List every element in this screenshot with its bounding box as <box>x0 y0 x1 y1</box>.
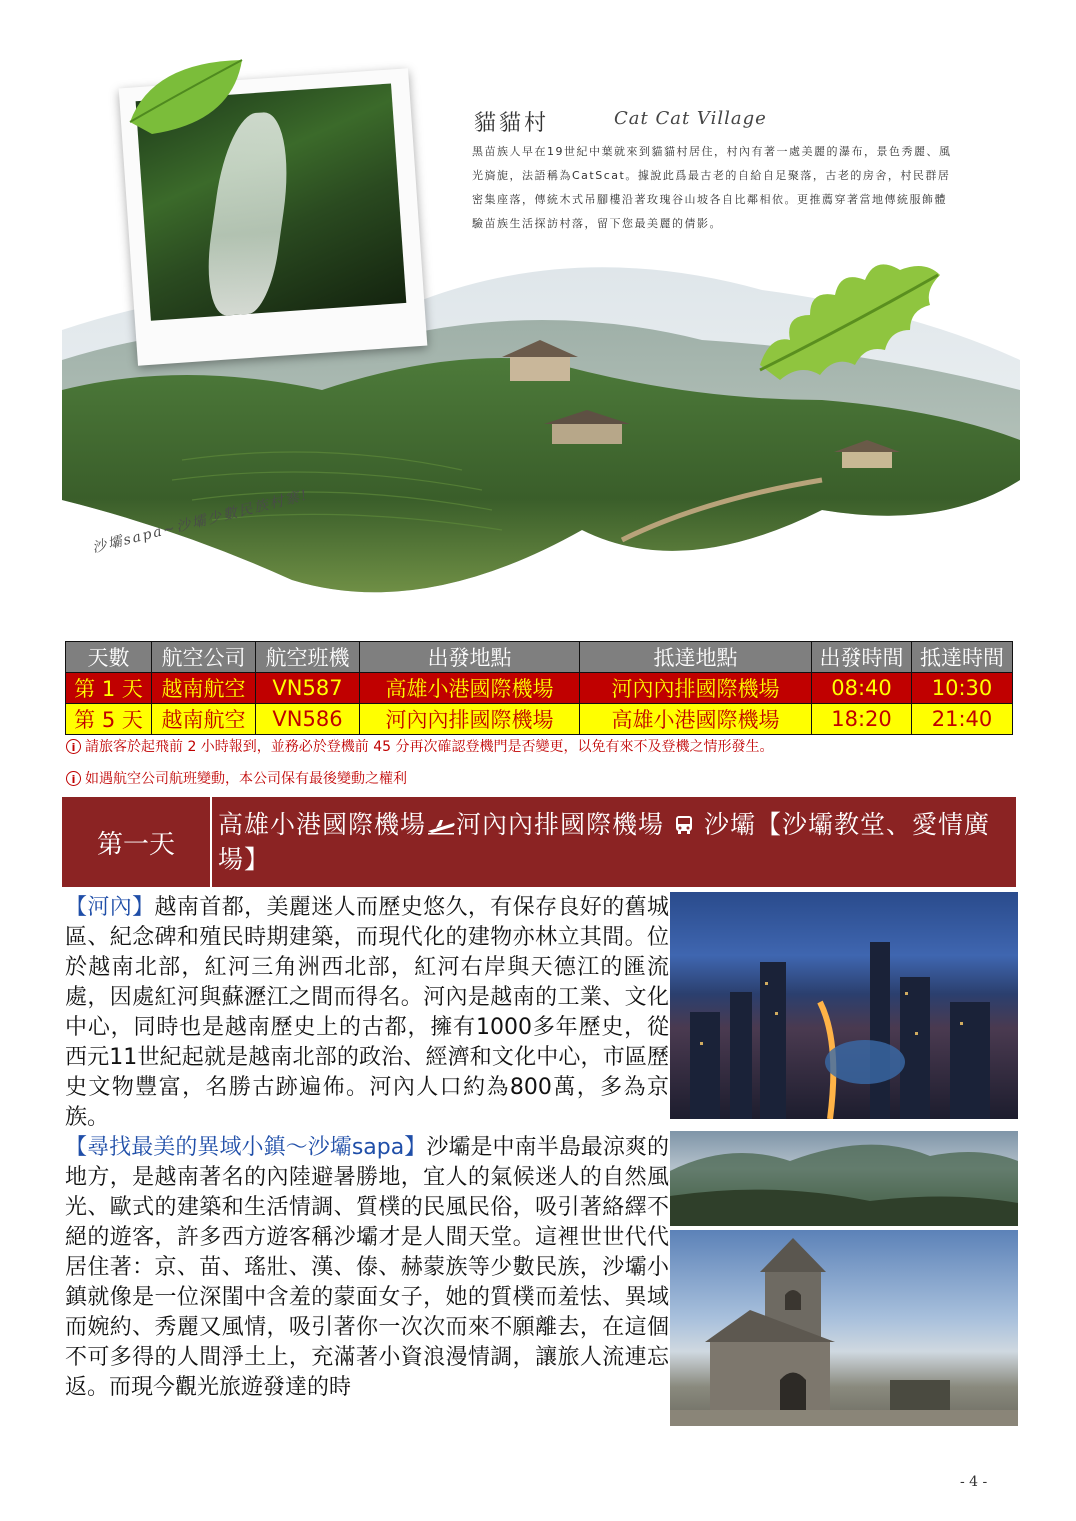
day-label: 第一天 <box>62 797 212 887</box>
hanoi-tag: 【河內】 <box>65 895 155 920</box>
table-cell: 第 1 天 <box>66 673 152 704</box>
hanoi-night-photo <box>670 892 1018 1119</box>
table-cell: 10:30 <box>912 673 1013 704</box>
day-one-header <box>62 797 1016 887</box>
sapa-slogan: 沙壩sapa~沙壩少數民族村寨! <box>90 487 311 557</box>
schedule-change-note-text: 如遇航空公司航班變動，本公司保有最後變動之權利 <box>85 771 407 787</box>
hanoi-text: 越南首都，美麗迷人而歷史悠久，有保存良好的舊城區、紀念碑和殖民時期建築，而現代化的建物亦林立其間。位於越南北部，紅河三角洲西北部，紅河右岸與天德江的匯流處，因處紅河與蘇瀝江之間而得名。河內是越南的工業、文化中心，同時也是越南歷史上的古都，擁有1000多年歷史，從西元11世紀起就是越南北部的政治、經濟和文化中心，市區歷史文物豐富，名勝古跡遍佈。河內人口約為800萬，多為京族。 <box>65 895 669 1130</box>
column-header: 抵達地點 <box>580 642 812 673</box>
sapa-paragraph <box>65 1133 669 1403</box>
hanoi-paragraph <box>65 893 669 1133</box>
column-header: 出發時間 <box>812 642 912 673</box>
green-leaf-icon <box>122 52 252 142</box>
cat-cat-title: 貓貓村 <box>474 111 550 136</box>
cat-cat-description: 黑苗族人早在19世紀中葉就來到貓貓村居住，村內有著一處美麗的瀑布，景色秀麗、風光旖旎，法語稱為CatScat。據說此爲最古老的自給自足聚落，古老的房舍，村民群居密集座落，傳統木式吊腳樓沿著玫瑰谷山坡各自比鄰相依。更推薦穿著當地傳統服飾體驗苗族生活探訪村落，留下您最美麗的倩影。 <box>472 145 952 230</box>
table-cell: 越南航空 <box>152 704 256 735</box>
column-header: 抵達時間 <box>912 642 1013 673</box>
table-cell: 第 5 天 <box>66 704 152 735</box>
info-icon: i <box>66 739 81 754</box>
column-header: 出發地點 <box>360 642 580 673</box>
checkin-note <box>66 736 774 756</box>
table-cell: 08:40 <box>812 673 912 704</box>
table-cell: 高雄小港國際機場 <box>360 673 580 704</box>
day-route <box>218 807 1008 877</box>
sapa-mountain-photo <box>670 1131 1018 1226</box>
oak-leaf-icon <box>750 245 950 395</box>
table-row <box>66 673 1013 704</box>
cat-cat-village-banner <box>62 60 1020 620</box>
info-icon: i <box>66 771 81 786</box>
schedule-change-note <box>66 768 407 788</box>
table-header-row <box>66 642 1013 673</box>
table-cell: 高雄小港國際機場 <box>580 704 812 735</box>
sapa-text: 沙壩是中南半島最涼爽的地方，是越南著名的內陸避暑勝地，宜人的氣候迷人的自然風光、歐式的建築和生活情調、質樸的民風民俗，吸引著絡繹不絕的遊客，許多西方遊客稱沙壩才是人間天堂。這裡世世代代居住著：京、苗、瑤壯、漢、傣、赫蒙族等少數民族，沙壩小鎮就像是一位深閨中含羞的蒙面女子，她的質樸而羞怯、異域而婉約、秀麗又風情，吸引著你一次次而來不願離去，在這個不可多得的人間淨土上，充滿著小資浪漫情調，讓旅人流連忘返。而現今觀光旅遊發達的時 <box>65 1135 669 1400</box>
table-row <box>66 704 1013 735</box>
page-number: - 4 - <box>960 1474 988 1490</box>
route-airport: 河內內排國際機場 <box>456 810 665 839</box>
table-cell: 18:20 <box>812 704 912 735</box>
sapa-church-photo <box>670 1230 1018 1426</box>
table-cell: VN587 <box>256 673 360 704</box>
table-cell: VN586 <box>256 704 360 735</box>
flight-schedule-table <box>65 641 1013 735</box>
cat-cat-script-title: Cat Cat Village <box>614 108 767 129</box>
table-cell: 河內內排國際機場 <box>580 673 812 704</box>
route-origin: 高雄小港國際機場 <box>218 810 427 839</box>
table-cell: 越南航空 <box>152 673 256 704</box>
column-header: 航空班機 <box>256 642 360 673</box>
table-cell: 河內內排國際機場 <box>360 704 580 735</box>
column-header: 航空公司 <box>152 642 256 673</box>
table-cell: 21:40 <box>912 704 1013 735</box>
day-one-article <box>65 893 669 1403</box>
bus-icon <box>673 814 695 836</box>
column-header: 天數 <box>66 642 152 673</box>
checkin-note-text: 請旅客於起飛前 2 小時報到，並務必於登機前 45 分再次確認登機門是否變更，以免有來不及登機之情形發生。 <box>85 739 774 755</box>
route-destination: 沙壩【沙壩教堂、愛情廣場】 <box>218 810 990 874</box>
sapa-tag: 【尋找最美的異域小鎮～沙壩sapa】 <box>65 1135 427 1160</box>
airplane-icon <box>426 817 456 835</box>
